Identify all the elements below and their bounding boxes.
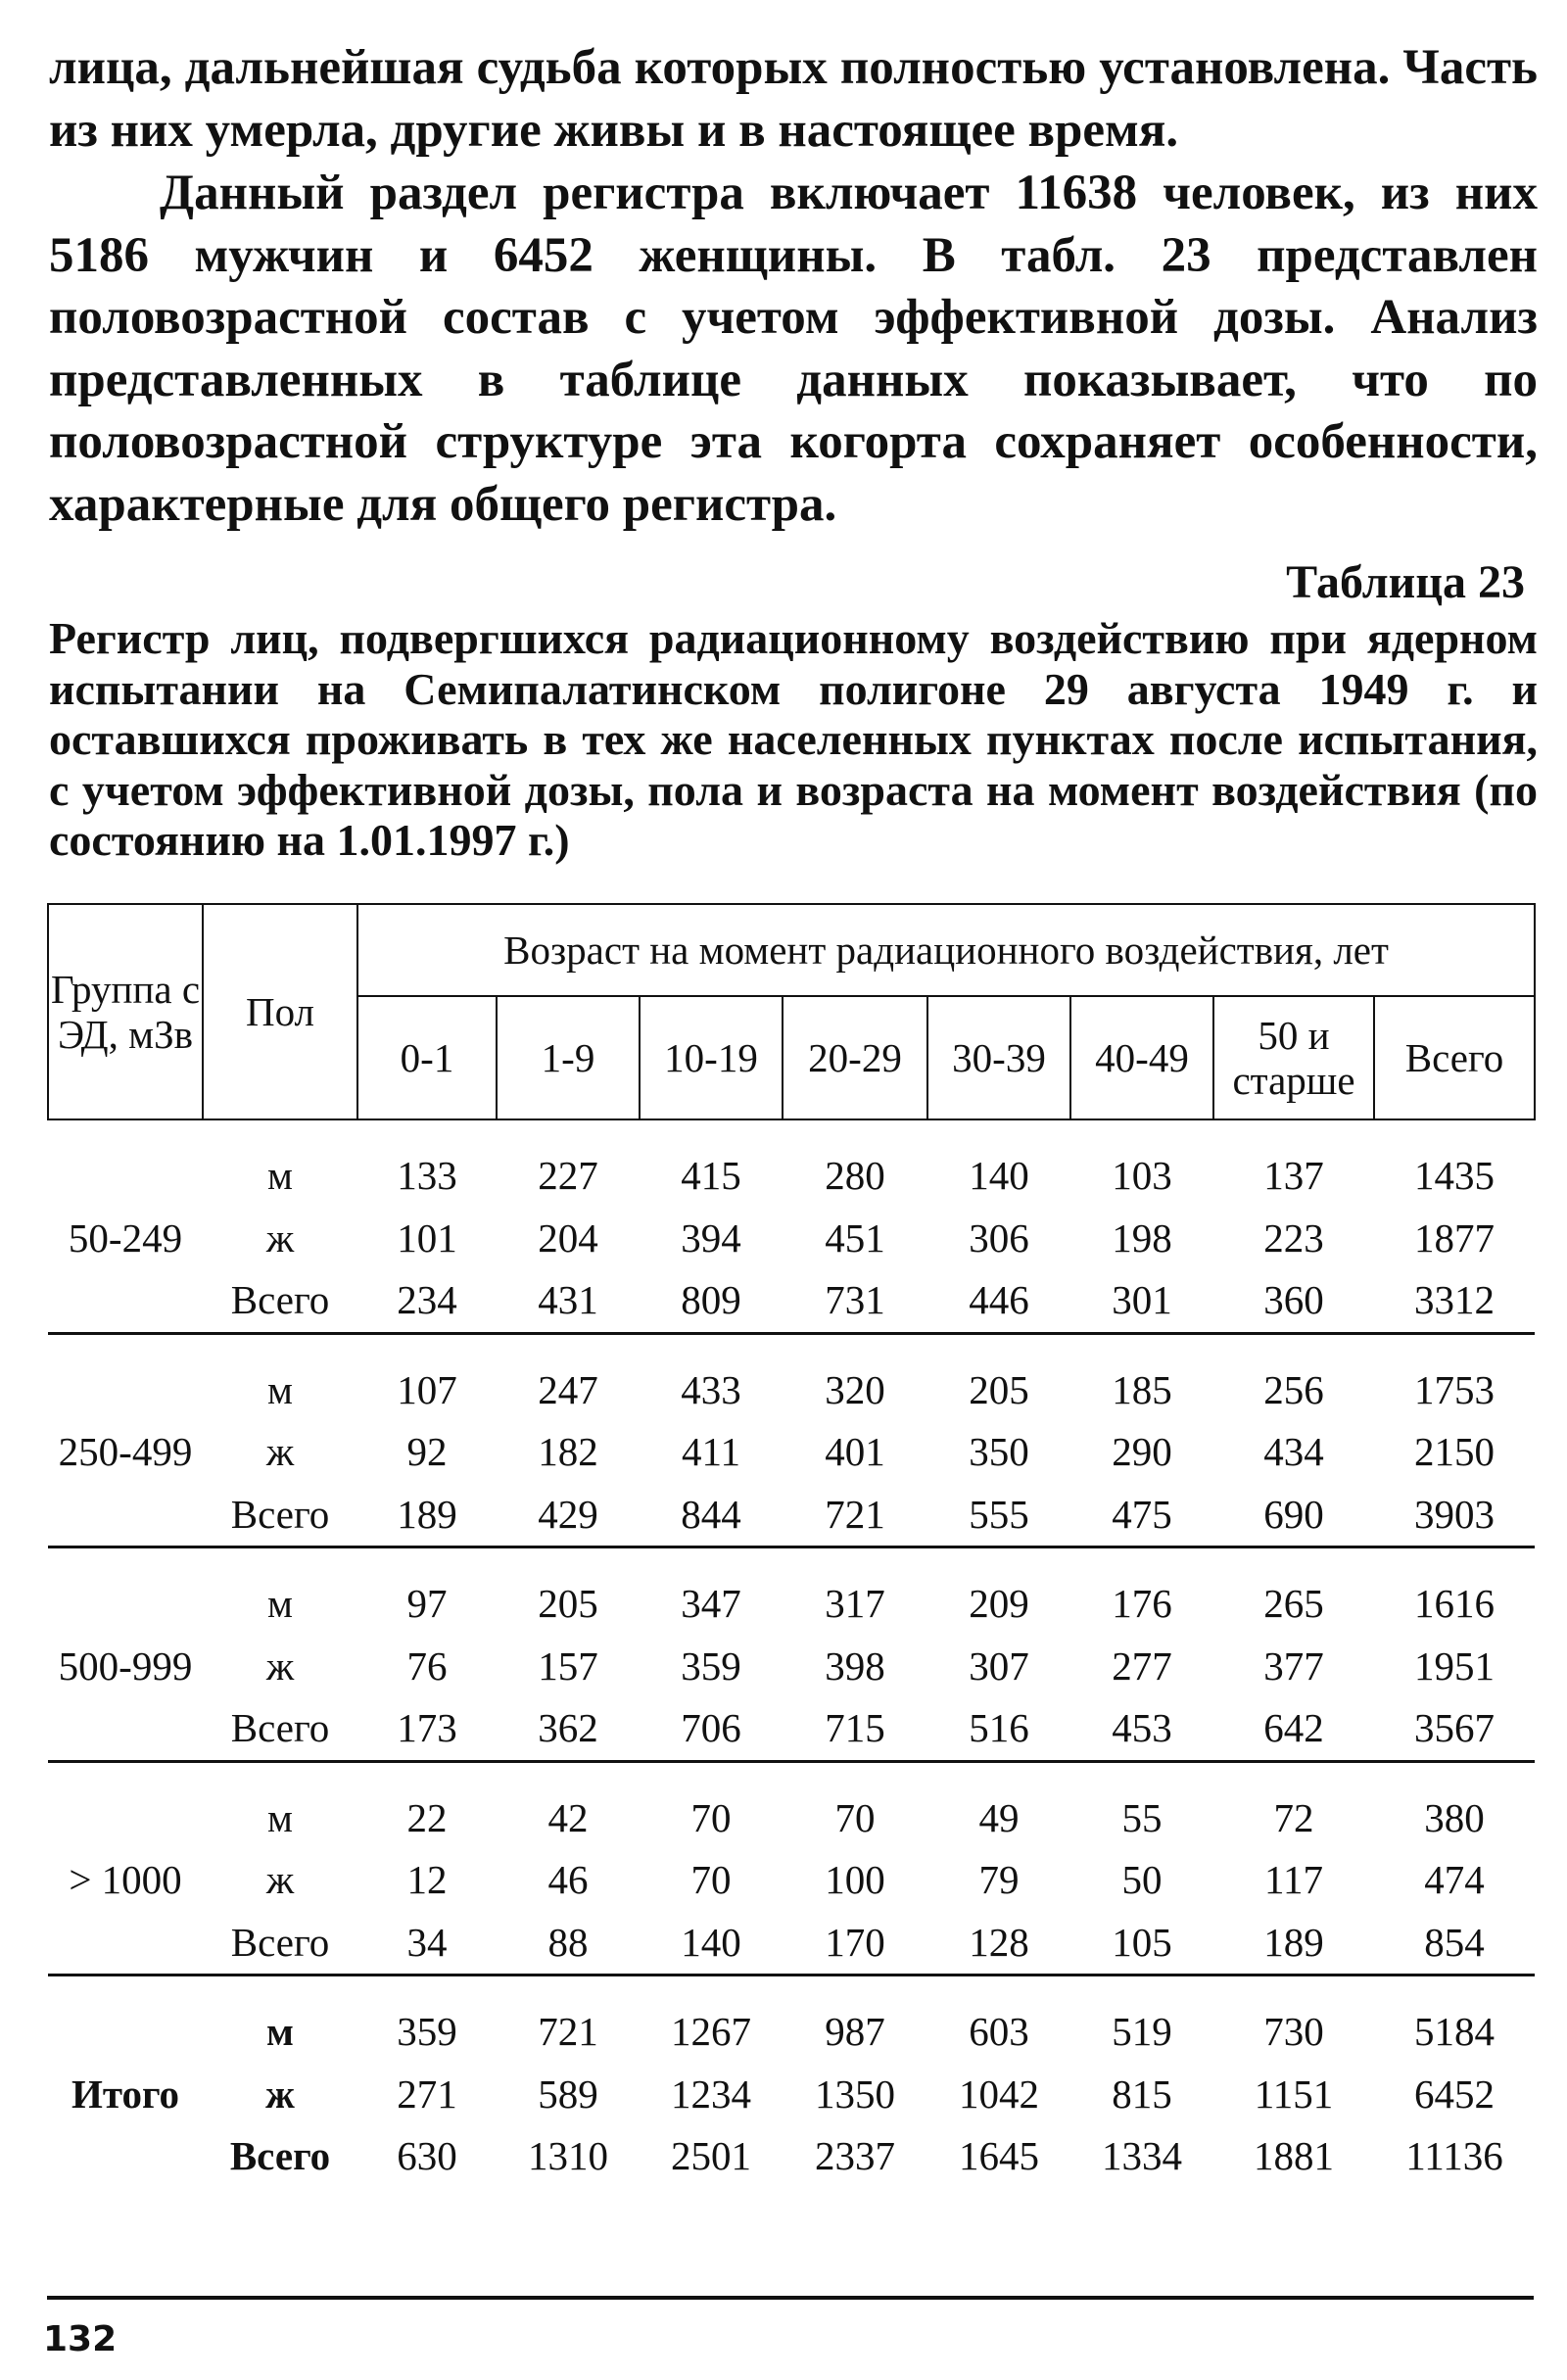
- group-label: > 1000: [69, 1857, 182, 1902]
- value-cell: 205: [538, 1581, 598, 1626]
- value-cell: 1334: [1102, 2133, 1182, 2178]
- value-cell: 227: [538, 1153, 598, 1198]
- value-cell: 377: [1263, 1642, 1324, 1689]
- value-cell: 516: [969, 1705, 1029, 1750]
- value-cell: 92: [406, 1429, 448, 1474]
- value-cell: 987: [825, 2009, 885, 2054]
- value-cell: 415: [681, 1153, 741, 1198]
- value-cell: 72: [1273, 1794, 1314, 1840]
- sex-cell: ж: [265, 1642, 295, 1689]
- value-cell: 1616: [1414, 1581, 1496, 1626]
- table-row: [48, 2001, 1535, 2064]
- sex-cell: ж: [265, 2071, 295, 2117]
- value-cell: 380: [1424, 1794, 1485, 1840]
- value-cell: 198: [1112, 1214, 1172, 1261]
- value-cell: 22: [406, 1794, 448, 1840]
- header-age-col: 10-19: [640, 996, 783, 1119]
- value-cell: 234: [397, 1277, 457, 1322]
- table-row: [48, 1208, 1535, 1270]
- page-number: 132: [43, 2319, 118, 2359]
- value-cell: 103: [1112, 1153, 1172, 1198]
- value-cell: 133: [397, 1153, 457, 1198]
- value-cell: 280: [825, 1153, 885, 1198]
- value-cell: 301: [1112, 1277, 1172, 1322]
- value-cell: 690: [1263, 1491, 1324, 1537]
- value-cell: 2337: [815, 2133, 895, 2178]
- value-cell: 519: [1112, 2009, 1172, 2054]
- table-body: [48, 1119, 1535, 2188]
- value-cell: 721: [538, 2009, 598, 2054]
- sex-cell: ж: [265, 1429, 295, 1474]
- value-cell: 3903: [1414, 1491, 1496, 1537]
- value-cell: 3312: [1414, 1277, 1496, 1322]
- table-row: [48, 1636, 1535, 1698]
- value-cell: 451: [825, 1214, 885, 1261]
- value-cell: 1310: [528, 2133, 608, 2178]
- value-cell: 3567: [1414, 1705, 1496, 1750]
- value-cell: 277: [1112, 1642, 1172, 1689]
- sex-cell: м: [266, 2009, 294, 2054]
- value-cell: 2150: [1414, 1429, 1496, 1474]
- value-cell: 320: [825, 1366, 885, 1412]
- sex-cell: Всего: [230, 1705, 330, 1750]
- sex-cell: м: [267, 1153, 293, 1198]
- group-separator: [48, 1547, 1535, 1574]
- value-cell: 107: [397, 1366, 457, 1412]
- value-cell: 1042: [959, 2071, 1039, 2117]
- value-cell: 401: [825, 1429, 885, 1474]
- value-cell: 157: [538, 1642, 598, 1689]
- value-cell: 189: [1263, 1919, 1324, 1965]
- value-cell: 731: [825, 1277, 885, 1322]
- group-separator: [48, 1761, 1535, 1787]
- value-cell: 317: [825, 1581, 885, 1626]
- group-separator: [48, 1975, 1535, 2002]
- value-cell: 307: [969, 1642, 1029, 1689]
- value-cell: 290: [1112, 1429, 1172, 1474]
- header-sex: Пол: [203, 904, 357, 1119]
- value-cell: 46: [547, 1857, 589, 1902]
- value-cell: 630: [397, 2133, 457, 2178]
- value-cell: 137: [1263, 1153, 1324, 1198]
- separator-cell: [48, 1547, 1535, 1574]
- table-row: [48, 1787, 1535, 1850]
- value-cell: 555: [969, 1491, 1029, 1537]
- sex-cell: ж: [265, 1857, 295, 1902]
- value-cell: 1881: [1254, 2133, 1334, 2178]
- value-cell: 176: [1112, 1581, 1172, 1626]
- paragraph-2: Данный раздел регистра включает 11638 человек, из них 5186 мужчин и 6452 женщины. В табл. 23 представлен половозрастной состав с учетом эффективной дозы. Анализ представленных в таблице данных показывает, что по половозрастной структуре эта когорта сохраняет особенности, характерные для общего регистра.: [49, 166, 1538, 532]
- value-cell: 589: [538, 2071, 598, 2117]
- group-label: 50-249: [68, 1214, 183, 1261]
- sex-cell: Всего: [229, 2133, 331, 2178]
- value-cell: 42: [547, 1794, 589, 1840]
- data-table: [47, 903, 1536, 2188]
- table-number: Таблица 23: [1286, 556, 1525, 608]
- table-row: [48, 1145, 1535, 1208]
- value-cell: 70: [834, 1794, 876, 1840]
- value-cell: 170: [825, 1919, 885, 1965]
- value-cell: 173: [397, 1705, 457, 1750]
- value-cell: 359: [681, 1642, 741, 1689]
- value-cell: 394: [681, 1214, 741, 1261]
- group-separator: [48, 1333, 1535, 1359]
- header-age-col: 20-29: [783, 996, 927, 1119]
- group-label: 500-999: [58, 1642, 193, 1689]
- header-age-col: 30-39: [927, 996, 1070, 1119]
- value-cell: 97: [406, 1581, 448, 1626]
- value-cell: 306: [969, 1214, 1029, 1261]
- value-cell: 70: [690, 1857, 732, 1902]
- table-row: [48, 1269, 1535, 1333]
- value-cell: 362: [538, 1705, 598, 1750]
- separator-cell: [48, 1333, 1535, 1359]
- value-cell: 347: [681, 1581, 741, 1626]
- value-cell: 79: [978, 1857, 1020, 1902]
- value-cell: 140: [969, 1153, 1029, 1198]
- value-cell: 1267: [671, 2009, 751, 2054]
- footer-rule: [47, 2296, 1534, 2300]
- value-cell: 128: [969, 1919, 1029, 1965]
- value-cell: 434: [1263, 1429, 1324, 1474]
- value-cell: 1435: [1414, 1153, 1496, 1198]
- value-cell: 105: [1112, 1919, 1172, 1965]
- value-cell: 185: [1112, 1366, 1172, 1412]
- header-age-col: 1-9: [497, 996, 640, 1119]
- paragraph-1: лица, дальнейшая судьба которых полностью установлена. Часть из них умерла, другие живы и в настоящее время.: [49, 40, 1538, 158]
- value-cell: 5184: [1414, 2009, 1496, 2054]
- value-cell: 642: [1263, 1705, 1324, 1750]
- table-row: [48, 1573, 1535, 1636]
- sex-cell: Всего: [230, 1919, 330, 1965]
- value-cell: 475: [1112, 1491, 1172, 1537]
- value-cell: 6452: [1414, 2071, 1496, 2117]
- table-row: [48, 1849, 1535, 1912]
- value-cell: 11136: [1405, 2133, 1503, 2178]
- value-cell: 359: [397, 2009, 457, 2054]
- value-cell: 1234: [671, 2071, 751, 2117]
- group-label: Итого: [71, 2071, 180, 2117]
- value-cell: 34: [406, 1919, 448, 1965]
- sex-cell: м: [267, 1366, 293, 1412]
- value-cell: 50: [1121, 1857, 1163, 1902]
- value-cell: 1645: [959, 2133, 1039, 2178]
- value-cell: 474: [1424, 1857, 1485, 1902]
- table-row: [48, 2125, 1535, 2188]
- table-row: [48, 1421, 1535, 1484]
- table-row: [48, 1912, 1535, 1975]
- header-age-col: 50 и старше: [1213, 996, 1374, 1119]
- group-label: 250-499: [58, 1429, 193, 1474]
- value-cell: 1951: [1414, 1642, 1496, 1689]
- value-cell: 223: [1263, 1214, 1324, 1261]
- value-cell: 256: [1263, 1366, 1324, 1412]
- value-cell: 100: [825, 1857, 885, 1902]
- value-cell: 453: [1112, 1705, 1172, 1750]
- sex-cell: ж: [265, 1214, 295, 1261]
- value-cell: 844: [681, 1491, 741, 1537]
- separator-cell: [48, 1119, 1535, 1145]
- header-age-col: Всего: [1374, 996, 1535, 1119]
- value-cell: 429: [538, 1491, 598, 1537]
- value-cell: 706: [681, 1705, 741, 1750]
- value-cell: 209: [969, 1581, 1029, 1626]
- value-cell: 205: [969, 1366, 1029, 1412]
- value-cell: 1151: [1254, 2071, 1334, 2117]
- separator-cell: [48, 1761, 1535, 1787]
- value-cell: 721: [825, 1491, 885, 1537]
- value-cell: 398: [825, 1642, 885, 1689]
- value-cell: 854: [1424, 1919, 1485, 1965]
- header-age-col: 0-1: [357, 996, 497, 1119]
- value-cell: 204: [538, 1214, 598, 1261]
- value-cell: 70: [690, 1794, 732, 1840]
- value-cell: 265: [1263, 1581, 1324, 1626]
- value-cell: 182: [538, 1429, 598, 1474]
- value-cell: 815: [1112, 2071, 1172, 2117]
- value-cell: 1350: [815, 2071, 895, 2117]
- table-title: Регистр лиц, подвергшихся радиационному воздействию при ядерном испытании на Семипалатинском полигоне 29 августа 1949 г. и оставшихся проживать в тех же населенных пунктах после испытания, с учетом эффективной дозы, пола и возраста на момент воздействия (по состоянию на 1.01.1997 г.): [49, 613, 1538, 865]
- value-cell: 49: [978, 1794, 1020, 1840]
- value-cell: 446: [969, 1277, 1029, 1322]
- value-cell: 2501: [671, 2133, 751, 2178]
- value-cell: 1753: [1414, 1366, 1496, 1412]
- header-group: Группа с ЭД, мЗв: [48, 904, 203, 1119]
- value-cell: 603: [969, 2009, 1029, 2054]
- value-cell: 189: [397, 1491, 457, 1537]
- value-cell: 431: [538, 1277, 598, 1322]
- value-cell: 101: [397, 1214, 457, 1261]
- sex-cell: м: [267, 1794, 293, 1840]
- header-age: Возраст на момент радиационного воздействия, лет: [357, 904, 1535, 996]
- table-row: [48, 2064, 1535, 2126]
- value-cell: 76: [406, 1642, 448, 1689]
- sex-cell: Всего: [230, 1491, 330, 1537]
- value-cell: 360: [1263, 1277, 1324, 1322]
- value-cell: 1877: [1414, 1214, 1496, 1261]
- value-cell: 411: [682, 1429, 740, 1474]
- value-cell: 809: [681, 1277, 741, 1322]
- sex-cell: м: [267, 1581, 293, 1626]
- value-cell: 350: [969, 1429, 1029, 1474]
- sex-cell: Всего: [230, 1277, 330, 1322]
- value-cell: 12: [406, 1857, 448, 1902]
- table-row: [48, 1484, 1535, 1547]
- value-cell: 715: [825, 1705, 885, 1750]
- value-cell: 730: [1263, 2009, 1324, 2054]
- table-row: [48, 1697, 1535, 1761]
- group-separator: [48, 1119, 1535, 1145]
- table-row: [48, 1359, 1535, 1422]
- value-cell: 271: [397, 2071, 457, 2117]
- value-cell: 55: [1121, 1794, 1163, 1840]
- value-cell: 88: [547, 1919, 589, 1965]
- value-cell: 140: [681, 1919, 741, 1965]
- value-cell: 117: [1264, 1857, 1323, 1902]
- value-cell: 433: [681, 1366, 741, 1412]
- header-age-col: 40-49: [1070, 996, 1213, 1119]
- separator-cell: [48, 1975, 1535, 2002]
- value-cell: 247: [538, 1366, 598, 1412]
